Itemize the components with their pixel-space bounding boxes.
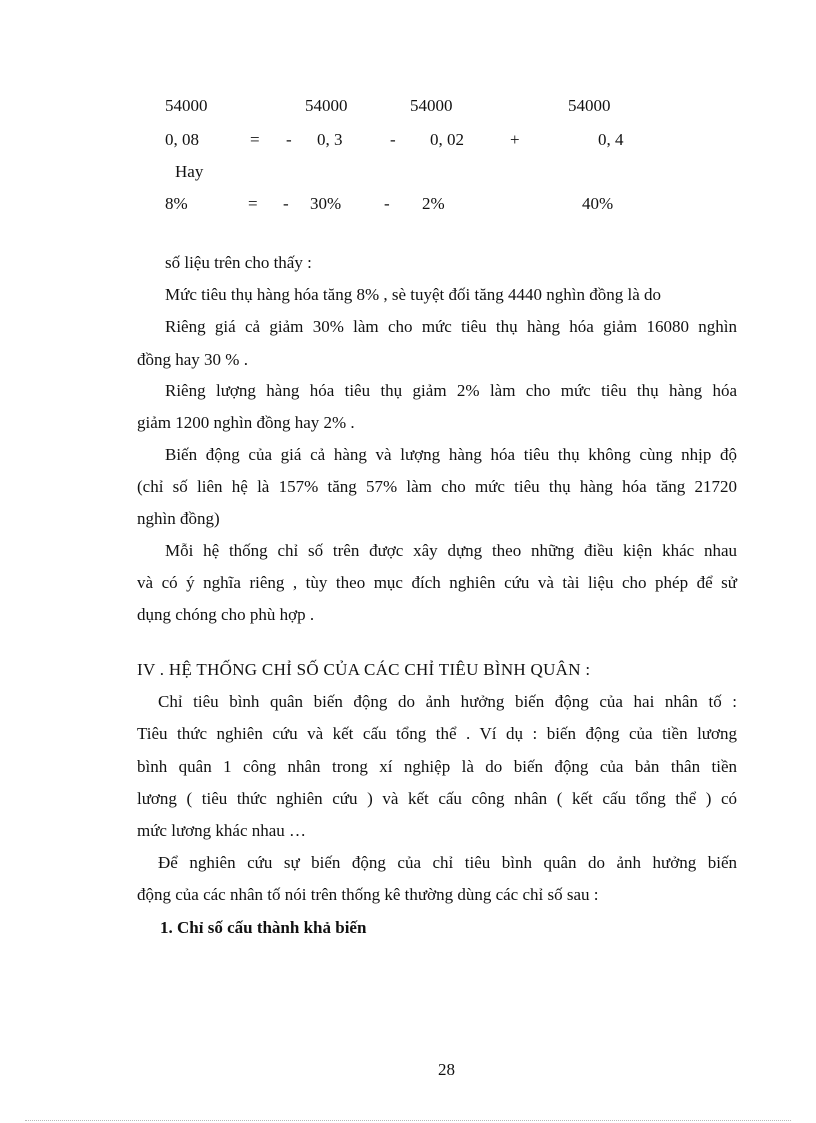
formula-equals: = — [248, 194, 258, 213]
formula-pct-interaction: 40% — [582, 194, 614, 213]
paragraph-systems-cont: và có ý nghĩa riêng , tùy theo mục đích nghiên cứu và tài liệu cho phép để sử — [137, 573, 737, 592]
formula-minus: - — [390, 130, 396, 149]
formula-equals: = — [250, 130, 260, 149]
section-paragraph-1-line-3: bình quân 1 công nhân trong xí nghiệp là do biến động của bản thân tiền — [137, 757, 737, 776]
section-paragraph-1-line-4: lương ( tiêu thức nghiên cứu ) và kết cấu công nhân ( kết cấu tổng thể ) có — [137, 789, 737, 808]
page-bottom-border — [25, 1120, 791, 1121]
formula-pct-quantity: 2% — [422, 194, 445, 213]
section-paragraph-1: Chỉ tiêu bình quân biến động do ảnh hưởng biến động của hai nhân tố : — [158, 692, 737, 711]
formula-pct-total: 8% — [165, 194, 188, 213]
section-paragraph-1-line-2: Tiêu thức nghiên cứu và kết cấu tổng thể . Ví dụ : biến động của tiền lương — [137, 724, 737, 743]
section-heading: IV . HỆ THỐNG CHỈ SỐ CỦA CÁC CHỈ TIÊU BÌNH QUÂN : — [137, 660, 591, 679]
paragraph-intro: số liệu trên cho thấy : — [165, 253, 312, 272]
formula-ratio-price: 0, 3 — [317, 130, 343, 149]
section-paragraph-2: Để nghiên cứu sự biến động của chỉ tiêu bình quân do ảnh hưởng biến — [158, 853, 737, 872]
paragraph-systems: Mỗi hệ thống chỉ số trên được xây dựng theo những điều kiện khác nhau — [165, 541, 737, 560]
formula-denominator-2: 54000 — [305, 96, 348, 115]
paragraph-combined-effect-cont: (chỉ số liên hệ là 157% tăng 57% làm cho mức tiêu thụ hàng hóa tăng 21720 — [137, 477, 737, 496]
paragraph-quantity-effect-cont: giảm 1200 nghìn đồng hay 2% . — [137, 413, 355, 432]
section-paragraph-2-line-2: động của các nhân tố nói trên thống kê thường dùng các chỉ số sau : — [137, 885, 599, 904]
formula-hay: Hay — [175, 162, 204, 181]
paragraph-quantity-effect: Riêng lượng hàng hóa tiêu thụ giảm 2% làm cho mức tiêu thụ hàng hóa — [165, 381, 737, 400]
subsection-heading: 1. Chỉ số cấu thành khả biến — [160, 918, 367, 937]
page-number: 28 — [438, 1060, 455, 1079]
formula-denominator-1: 54000 — [165, 96, 208, 115]
paragraph-price-effect: Riêng giá cả giảm 30% làm cho mức tiêu thụ hàng hóa giảm 16080 nghìn — [165, 317, 737, 336]
formula-ratio-quantity: 0, 02 — [430, 130, 464, 149]
formula-minus: - — [384, 194, 390, 213]
paragraph-price-effect-cont: đồng hay 30 % . — [137, 350, 248, 369]
section-paragraph-1-line-5: mức lương khác nhau … — [137, 821, 307, 840]
formula-plus: + — [510, 130, 520, 149]
paragraph-combined-effect: Biến động của giá cả hàng và lượng hàng hóa tiêu thụ không cùng nhịp độ — [165, 445, 737, 464]
formula-denominator-3: 54000 — [410, 96, 453, 115]
formula-ratio-interaction: 0, 4 — [598, 130, 624, 149]
formula-ratio-total: 0, 08 — [165, 130, 199, 149]
paragraph-combined-effect-end: nghìn đồng) — [137, 509, 220, 528]
formula-denominator-4: 54000 — [568, 96, 611, 115]
formula-minus: - — [286, 130, 292, 149]
formula-pct-price: 30% — [310, 194, 342, 213]
paragraph-total-change: Mức tiêu thụ hàng hóa tăng 8% , sè tuyệt đối tăng 4440 nghìn đồng là do — [165, 285, 661, 304]
formula-minus: - — [283, 194, 289, 213]
paragraph-systems-end: dụng chóng cho phù hợp . — [137, 605, 315, 624]
